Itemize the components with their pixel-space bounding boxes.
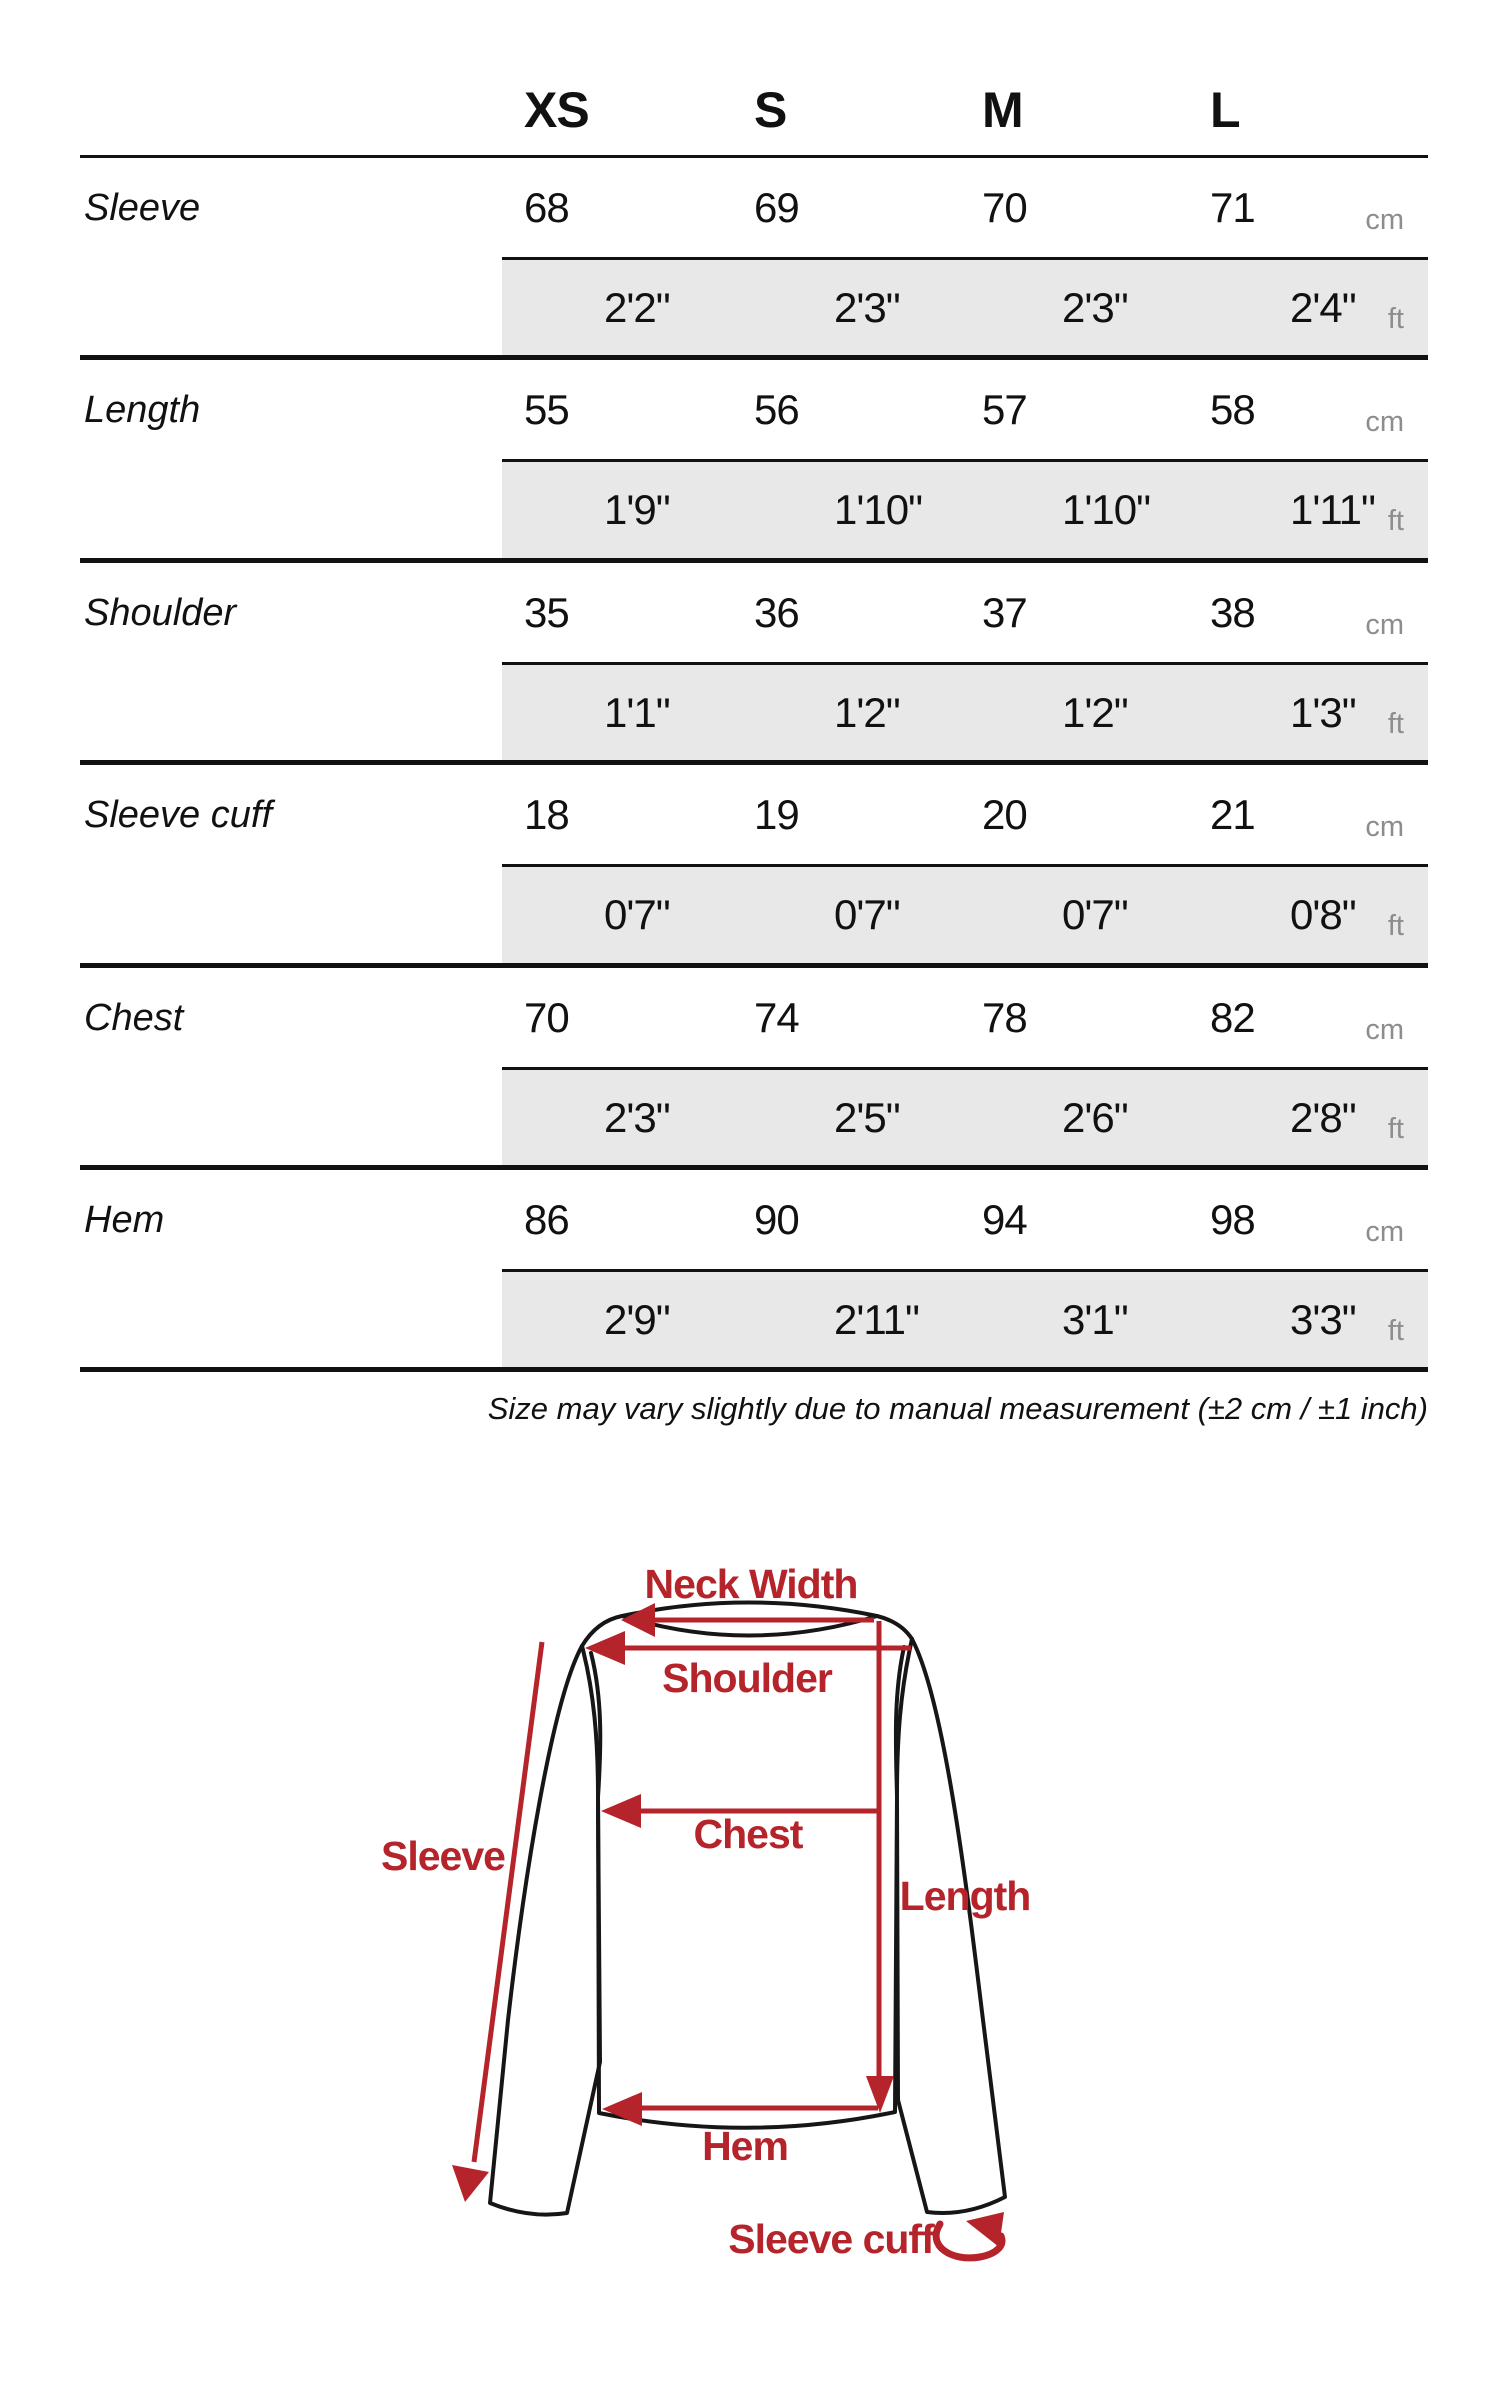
- row-label: Shoulder: [84, 591, 237, 634]
- value-cell-cm: 98: [1210, 1195, 1255, 1243]
- right-shoulder-edge: [877, 1616, 912, 1639]
- row-label: Chest: [84, 996, 184, 1039]
- column-header-m: M: [982, 82, 1023, 138]
- value-cell-cm: 38: [1210, 588, 1255, 636]
- unit-label-cm: cm: [1365, 204, 1404, 236]
- value-cell-cm: 86: [524, 1195, 569, 1243]
- value-cell-cm: 56: [754, 386, 799, 434]
- hem-label: Hem: [702, 2123, 788, 2169]
- unit-label-cm: cm: [1365, 406, 1404, 439]
- value-cell-ft: 2'3": [834, 284, 900, 331]
- length-label: Length: [899, 1873, 1031, 1919]
- value-cell-cm: 90: [754, 1195, 799, 1243]
- unit-label-ft: ft: [1387, 303, 1404, 335]
- column-header-l: L: [1210, 82, 1240, 138]
- row-label: Sleeve: [84, 187, 201, 229]
- value-cell-cm: 94: [982, 1195, 1027, 1243]
- value-cell-cm: 57: [982, 386, 1027, 434]
- value-cell-ft: 2'2": [604, 284, 670, 331]
- value-cell-cm: 82: [1210, 993, 1255, 1041]
- value-cell-ft: 1'10": [834, 486, 923, 534]
- sleeve-label: Sleeve: [381, 1833, 505, 1879]
- value-cell-cm: 18: [524, 791, 569, 839]
- value-cell-cm: 19: [754, 791, 799, 839]
- value-cell-cm: 20: [982, 791, 1027, 839]
- value-cell-cm: 69: [754, 184, 799, 231]
- unit-label-ft: ft: [1387, 707, 1404, 740]
- value-cell-ft: 0'8": [1290, 891, 1356, 939]
- unit-label-cm: cm: [1365, 811, 1404, 844]
- sleeve-arrow: [474, 1642, 542, 2162]
- unit-label-ft: ft: [1387, 910, 1404, 943]
- value-cell-ft: 1'1": [604, 688, 670, 736]
- value-cell-ft: 1'10": [1062, 486, 1151, 534]
- sleeve-cuff-arrowhead: [966, 2212, 1004, 2247]
- unit-label-cm: cm: [1365, 1013, 1404, 1046]
- column-header-xs: XS: [524, 82, 589, 138]
- value-cell-ft: 1'2": [834, 688, 900, 736]
- value-cell-ft: 2'5": [834, 1093, 900, 1141]
- body-outline: [582, 1639, 912, 2128]
- row-label: Length: [84, 389, 201, 432]
- unit-label-ft: ft: [1387, 505, 1404, 538]
- value-cell-ft: 3'1": [1062, 1295, 1128, 1343]
- value-cell-cm: 74: [754, 993, 799, 1041]
- value-cell-cm: 68: [524, 184, 569, 231]
- value-cell-cm: 37: [982, 588, 1027, 636]
- row-label: Hem: [84, 1198, 165, 1241]
- neck-width-label: Neck Width: [644, 1561, 858, 1607]
- right-sleeve-outline: [897, 1639, 1005, 2213]
- chest-label: Chest: [693, 1811, 803, 1857]
- value-cell-ft: 0'7": [1062, 891, 1128, 939]
- value-cell-cm: 70: [524, 993, 569, 1041]
- value-cell-ft: 3'3": [1290, 1295, 1356, 1343]
- value-cell-cm: 71: [1210, 184, 1255, 231]
- sleeve-arrowhead: [452, 2165, 489, 2202]
- value-cell-cm: 58: [1210, 386, 1255, 434]
- row-label: Sleeve cuff: [84, 794, 272, 837]
- value-cell-ft: 2'6": [1062, 1093, 1128, 1141]
- value-cell-ft: 2'11": [834, 1295, 919, 1343]
- sleeve-cuff-label: Sleeve cuff: [728, 2216, 934, 2262]
- unit-label-ft: ft: [1387, 1314, 1404, 1347]
- shoulder-label: Shoulder: [662, 1655, 832, 1701]
- diagram-labels: [381, 1561, 1030, 2262]
- value-cell-ft: 2'4": [1290, 284, 1356, 331]
- value-cell-ft: 2'9": [604, 1295, 670, 1343]
- value-cell-cm: 78: [982, 993, 1027, 1041]
- value-cell-ft: 1'11": [1290, 486, 1375, 534]
- value-cell-ft: 2'8": [1290, 1093, 1356, 1141]
- unit-label-ft: ft: [1387, 1112, 1404, 1145]
- value-cell-ft: 1'9": [604, 486, 670, 534]
- measurement-note: Size may vary slightly due to manual measurement (±2 cm / ±1 inch): [487, 1391, 1428, 1426]
- value-cell-ft: 1'3": [1290, 688, 1356, 736]
- column-header-s: S: [754, 82, 787, 138]
- value-cell-cm: 36: [754, 588, 799, 636]
- neck-width-arrowhead: [621, 1603, 655, 1637]
- value-cell-ft: 0'7": [834, 891, 900, 939]
- value-cell-ft: 2'3": [604, 1093, 670, 1141]
- unit-label-cm: cm: [1365, 1215, 1404, 1248]
- value-cell-cm: 21: [1210, 791, 1255, 839]
- unit-label-cm: cm: [1365, 608, 1404, 641]
- value-cell-ft: 2'3": [1062, 284, 1128, 331]
- value-cell-ft: 0'7": [604, 891, 670, 939]
- chest-arrowhead: [601, 1794, 641, 1828]
- value-cell-cm: 35: [524, 588, 569, 636]
- value-cell-cm: 70: [982, 184, 1027, 231]
- value-cell-cm: 55: [524, 386, 569, 434]
- hem-arrowhead: [602, 2092, 642, 2126]
- value-cell-ft: 1'2": [1062, 688, 1128, 736]
